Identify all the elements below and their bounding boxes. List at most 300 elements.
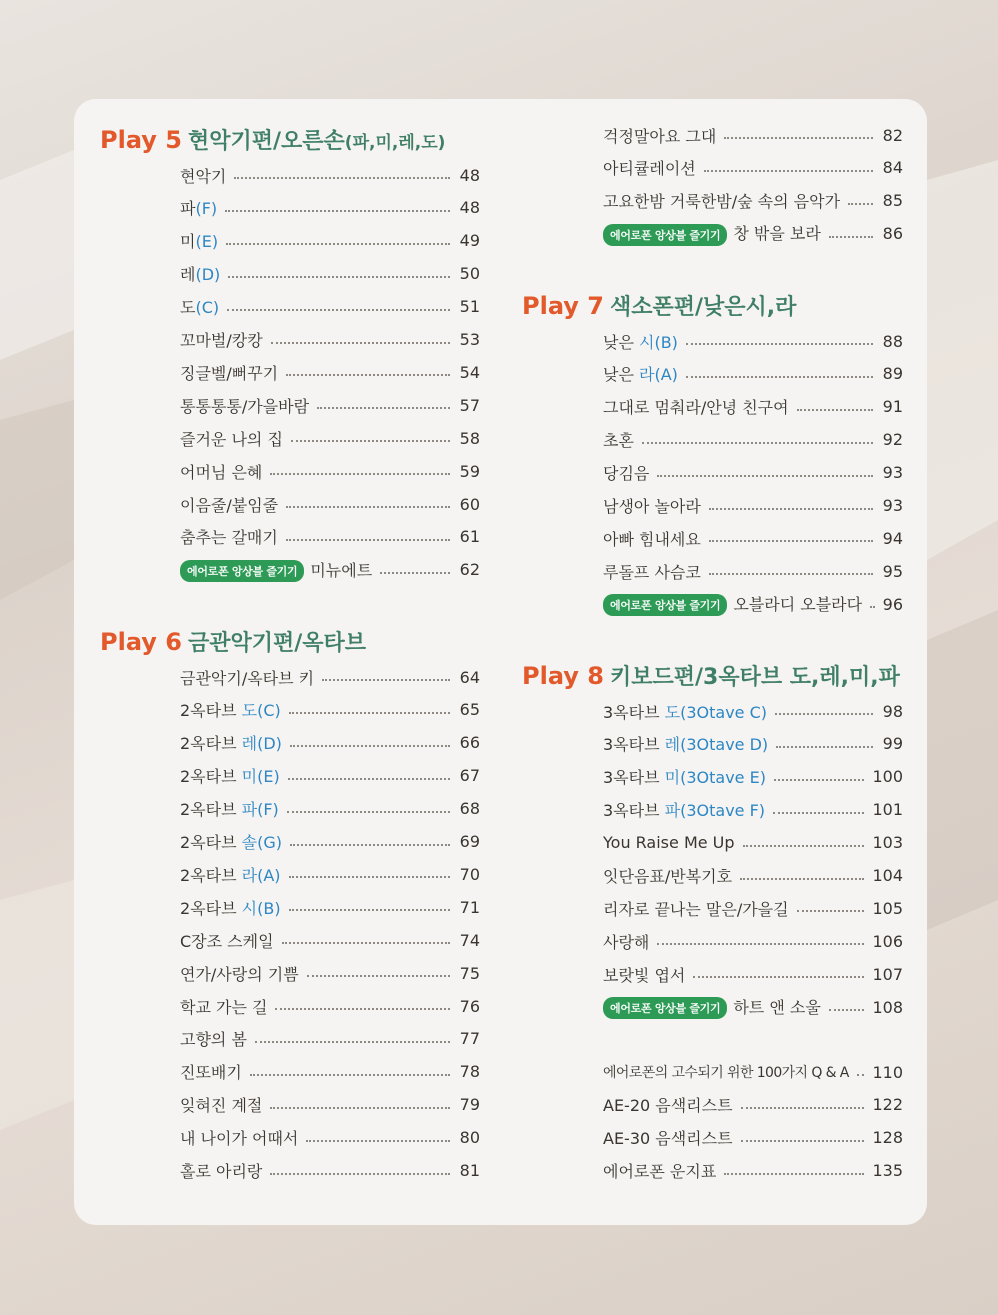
- entry-text: C장조 스케일: [180, 931, 274, 951]
- dot-leader: [686, 376, 873, 378]
- dot-leader: [743, 845, 865, 847]
- entry-text: 꼬마벌/캉캉: [180, 331, 263, 350]
- page-number: 94: [882, 528, 903, 548]
- entry-text: 3옥타브: [603, 702, 665, 722]
- page-number: 84: [882, 158, 903, 178]
- toc-entry[interactable]: [180, 262, 480, 286]
- entry-title: [180, 1027, 247, 1050]
- entry-title: [180, 995, 267, 1018]
- entry-note: (F): [195, 199, 218, 219]
- entry-text: 도: [180, 298, 196, 318]
- page-number: 82: [882, 125, 903, 145]
- dot-leader: [322, 679, 450, 681]
- entry-title: [180, 164, 226, 187]
- entry-text: 낮은: [603, 365, 639, 385]
- entry-title: [180, 1060, 242, 1083]
- entry-text: 보랏빛 엽서: [603, 965, 686, 985]
- page-number: 89: [882, 364, 903, 384]
- section-play-number: Play 5: [100, 126, 182, 154]
- dot-leader: [724, 1173, 864, 1175]
- page-number: 57: [459, 395, 480, 415]
- entry-title: [180, 830, 282, 853]
- toc-entry[interactable]: [603, 156, 903, 180]
- toc-entry[interactable]: [180, 558, 480, 582]
- dot-leader: [234, 177, 450, 179]
- toc-entry[interactable]: [603, 329, 903, 353]
- toc-entry[interactable]: [180, 698, 480, 722]
- entry-text: 사랑해: [603, 932, 650, 952]
- section-play-number: Play 8: [522, 662, 604, 690]
- toc-entry[interactable]: [603, 864, 903, 888]
- entry-title: [603, 494, 701, 517]
- entry-title: [603, 700, 767, 723]
- entry-note: 시(B): [639, 332, 678, 352]
- toc-entry[interactable]: [180, 665, 480, 689]
- entry-text: 남생아 놀아라: [603, 497, 701, 516]
- toc-entry[interactable]: [603, 995, 903, 1019]
- dot-leader: [282, 942, 450, 944]
- entry-text: 그대로 멈춰라/안녕 친구여: [603, 398, 789, 418]
- dot-leader: [693, 976, 864, 978]
- dot-leader: [848, 203, 873, 205]
- section-subtitle: (파,미,레,도): [344, 133, 446, 153]
- toc-panel: [74, 99, 927, 1225]
- toc-entry[interactable]: [180, 1126, 480, 1150]
- entry-text: 파: [180, 199, 196, 219]
- entry-note: (C): [195, 298, 220, 318]
- page-number: 135: [872, 1161, 903, 1181]
- entry-text: 고향의 봄: [180, 1030, 247, 1050]
- toc-entry[interactable]: [603, 123, 903, 147]
- dot-leader: [289, 712, 450, 714]
- dot-leader: [642, 442, 873, 444]
- dot-leader: [227, 309, 450, 311]
- entry-note: 솔(G): [241, 833, 282, 852]
- toc-entry[interactable]: [180, 764, 480, 788]
- entry-text: 아티큘레이션: [603, 159, 696, 179]
- dot-leader: [709, 540, 873, 542]
- entry-text: AE-20 음색리스트: [603, 1096, 733, 1116]
- toc-entry[interactable]: [603, 494, 903, 518]
- section-title: 색소폰편/낮은시,라: [609, 295, 797, 320]
- entry-title: [180, 394, 309, 417]
- entry-title: [603, 221, 821, 246]
- toc-entry[interactable]: [180, 1060, 480, 1084]
- entry-title: [603, 995, 821, 1020]
- dot-leader: [228, 276, 450, 278]
- entry-title: [603, 1159, 716, 1182]
- dot-leader: [724, 137, 873, 139]
- toc-entry[interactable]: [603, 1126, 903, 1150]
- toc-entry[interactable]: [180, 862, 480, 886]
- dot-leader: [271, 342, 450, 344]
- entry-note: 파(3Otave F): [664, 801, 766, 821]
- entry-title: [603, 963, 685, 986]
- entry-title: [180, 863, 281, 886]
- entry-note: 라(A): [241, 865, 281, 885]
- entry-text: 리자로 끝나는 말은/가을길: [603, 899, 789, 919]
- dot-leader: [740, 878, 864, 880]
- entry-text: 고요한밤 거룩한밤/숲 속의 음악가: [603, 192, 841, 212]
- dot-leader: [870, 606, 873, 608]
- entry-text: 통통통통/가을바람: [180, 396, 310, 416]
- toc-entry[interactable]: [603, 461, 903, 485]
- page-number: 106: [872, 931, 903, 951]
- toc-entry[interactable]: [603, 798, 903, 822]
- entry-title: [180, 262, 220, 285]
- entry-title: [603, 798, 765, 821]
- entry-title: [180, 666, 314, 689]
- toc-entry[interactable]: [180, 163, 480, 187]
- page-number: 78: [459, 1062, 480, 1082]
- page-number: 59: [459, 461, 480, 481]
- toc-entry[interactable]: [180, 360, 480, 384]
- entry-text: 홀로 아리랑: [180, 1162, 263, 1181]
- dot-leader: [380, 572, 450, 574]
- dot-leader: [290, 745, 450, 747]
- entry-text: 걱정말아요 그대: [603, 126, 717, 146]
- page-number: 93: [882, 496, 903, 515]
- entry-title: [180, 229, 218, 252]
- page-number: 65: [459, 700, 480, 720]
- page-number: 107: [872, 964, 903, 984]
- entry-title: [180, 196, 217, 219]
- section-heading: [522, 660, 900, 691]
- entry-title: [180, 731, 282, 754]
- page-number: 86: [882, 224, 903, 244]
- entry-text: 잇단음표/반복기호: [603, 867, 733, 886]
- page-number: 48: [459, 165, 480, 185]
- entry-title: [603, 362, 678, 385]
- page-number: 105: [872, 898, 903, 918]
- entry-text: 춤추는 갈매기: [180, 528, 278, 548]
- dot-leader: [291, 440, 450, 442]
- page-number: 100: [872, 767, 903, 787]
- entry-text: 초혼: [603, 431, 634, 451]
- page-number: 122: [872, 1095, 903, 1115]
- entry-text: 학교 가는 길: [180, 997, 268, 1017]
- entry-title: [180, 361, 278, 384]
- page-number: 110: [872, 1062, 903, 1082]
- entry-text: 2옥타브: [180, 898, 242, 918]
- toc-entry[interactable]: [180, 928, 480, 952]
- section-heading: [100, 626, 366, 657]
- page-number: 53: [459, 330, 480, 349]
- toc-entry[interactable]: [603, 526, 903, 550]
- entry-text: 낮은: [603, 332, 639, 352]
- page-number: 104: [872, 866, 903, 885]
- section-heading: [522, 290, 796, 321]
- dot-leader: [773, 812, 864, 814]
- dot-leader: [741, 1107, 865, 1109]
- entry-note: 도(3Otave C): [664, 702, 768, 722]
- entry-text: 내 나이가 어때서: [180, 1129, 299, 1149]
- toc-entry[interactable]: [180, 895, 480, 919]
- dot-leader: [288, 778, 450, 780]
- dot-leader: [270, 473, 450, 475]
- entry-text: 2옥타브: [180, 833, 242, 852]
- toc-entry[interactable]: [180, 731, 480, 755]
- entry-note: (D): [195, 265, 221, 285]
- entry-note: 레(D): [241, 734, 282, 754]
- dot-leader: [289, 876, 450, 878]
- page-number: 54: [459, 362, 480, 382]
- entry-title: [603, 156, 696, 179]
- entry-text: 3옥타브: [603, 735, 665, 755]
- toc-entry[interactable]: [180, 830, 480, 854]
- entry-note: 도(C): [241, 701, 281, 721]
- toc-entry[interactable]: [603, 765, 903, 789]
- toc-entry[interactable]: [180, 426, 480, 450]
- page-number: 81: [459, 1161, 480, 1180]
- entry-title: [180, 295, 219, 318]
- entry-text: 3옥타브: [603, 801, 665, 821]
- page-number: 93: [882, 463, 903, 483]
- page-number: 60: [459, 494, 480, 514]
- entry-text: 진또배기: [180, 1063, 242, 1083]
- page-number: 77: [459, 1029, 480, 1049]
- entry-title: [603, 395, 789, 418]
- section-title: 키보드편/3옥타브 도,레,미,파: [609, 665, 900, 690]
- entry-text: 에어로폰 운지표: [603, 1162, 717, 1182]
- entry-text: 3옥타브: [603, 768, 665, 788]
- entry-title: [180, 460, 262, 483]
- dot-leader: [317, 407, 450, 409]
- page-number: 61: [459, 527, 480, 547]
- entry-title: [603, 864, 732, 887]
- entry-text: 금관악기/옥타브 키: [180, 668, 315, 688]
- entry-text: 창 밖을 보라: [733, 224, 821, 244]
- section-play-number: Play 6: [100, 628, 182, 656]
- ensemble-badge: 에어로폰 앙상블 즐기기: [603, 997, 727, 1019]
- entry-title: [180, 328, 263, 351]
- page-number: 85: [882, 191, 903, 211]
- section-title: 금관악기편/옥타브: [187, 631, 367, 656]
- dot-leader: [657, 475, 873, 477]
- entry-title: [180, 698, 281, 721]
- page-number: 98: [882, 701, 903, 721]
- entry-title: [180, 797, 279, 820]
- page-number: 108: [872, 997, 903, 1017]
- entry-title: [603, 732, 768, 755]
- ensemble-badge: 에어로폰 앙상블 즐기기: [603, 224, 727, 246]
- entry-title: [603, 527, 701, 550]
- entry-text: 오블라디 오블라다: [733, 594, 863, 614]
- entry-text: 2옥타브: [180, 865, 242, 885]
- page-number: 128: [872, 1128, 903, 1148]
- entry-text: 잊혀진 계절: [180, 1096, 263, 1116]
- toc-entry[interactable]: [180, 328, 480, 352]
- dot-leader: [709, 508, 873, 510]
- entry-text: 하트 앤 소울: [733, 997, 821, 1017]
- page-number: 62: [459, 560, 480, 580]
- entry-text: 레: [180, 265, 196, 285]
- page-number: 99: [882, 734, 903, 754]
- entry-title: [180, 929, 274, 952]
- toc-entry[interactable]: [180, 1027, 480, 1051]
- page-number: 101: [872, 800, 903, 820]
- entry-title: [603, 560, 701, 583]
- entry-title: [603, 833, 735, 852]
- page-number: 76: [459, 996, 480, 1016]
- toc-entry[interactable]: [603, 592, 903, 616]
- toc-entry[interactable]: [180, 492, 480, 516]
- dot-leader: [289, 909, 450, 911]
- entry-title: [180, 427, 283, 450]
- entry-title: [603, 930, 649, 953]
- section-play-number: Play 7: [522, 292, 604, 320]
- dot-leader: [286, 539, 450, 541]
- ensemble-badge: 에어로폰 앙상블 즐기기: [180, 560, 304, 582]
- page-number: 49: [459, 231, 480, 251]
- page-number: 48: [459, 198, 480, 218]
- dot-leader: [775, 713, 873, 715]
- entry-title: [603, 897, 789, 920]
- dot-leader: [797, 910, 865, 912]
- page-number: 92: [882, 430, 903, 450]
- entry-title: [603, 1126, 733, 1149]
- page-number: 50: [459, 264, 480, 284]
- page-number: 88: [882, 331, 903, 351]
- entry-note: 파(F): [241, 800, 279, 820]
- dot-leader: [776, 746, 873, 748]
- dot-leader: [255, 1041, 450, 1043]
- entry-title: [180, 1126, 298, 1149]
- toc-entry[interactable]: [180, 1093, 480, 1117]
- toc-entry[interactable]: [603, 1159, 903, 1183]
- dot-leader: [286, 506, 450, 508]
- page-number: 64: [459, 667, 480, 687]
- entry-text: 이음줄/붙임줄: [180, 495, 279, 515]
- ensemble-badge: 에어로폰 앙상블 즐기기: [603, 594, 727, 616]
- entry-text: 루돌프 사슴코: [603, 562, 701, 582]
- toc-entry[interactable]: [603, 699, 903, 723]
- toc-entry[interactable]: [180, 393, 480, 417]
- page-number: 103: [872, 833, 903, 853]
- page-number: 71: [459, 897, 480, 917]
- dot-leader: [774, 779, 865, 781]
- page-number: 69: [459, 832, 480, 851]
- entry-note: 라(A): [639, 365, 678, 385]
- entry-text: 2옥타브: [180, 701, 242, 721]
- dot-leader: [306, 1140, 450, 1142]
- entry-text: 어머님 은혜: [180, 462, 263, 482]
- toc-entry[interactable]: [603, 222, 903, 246]
- entry-note: 시(B): [241, 898, 281, 918]
- toc-entry[interactable]: [180, 1159, 480, 1183]
- entry-title: [180, 764, 280, 787]
- entry-text: 2옥타브: [180, 734, 242, 754]
- section-title: 현악기편/오른손: [187, 129, 345, 154]
- entry-title: [603, 428, 634, 451]
- page-number: 66: [459, 733, 480, 753]
- entry-title: [603, 1093, 733, 1116]
- toc-entry[interactable]: [603, 559, 903, 583]
- toc-entry[interactable]: [180, 525, 480, 549]
- toc-entry[interactable]: [603, 896, 903, 920]
- toc-entry[interactable]: [180, 295, 480, 319]
- toc-entry[interactable]: [603, 1093, 903, 1117]
- entry-text: 징글벨/뻐꾸기: [180, 363, 279, 383]
- entry-title: [603, 1062, 849, 1082]
- entry-note: (E): [195, 232, 219, 252]
- toc-entry[interactable]: [603, 1060, 903, 1084]
- entry-title: [180, 962, 299, 985]
- page-number: 58: [459, 428, 480, 448]
- entry-title: [180, 1093, 262, 1116]
- toc-entry[interactable]: [603, 395, 903, 419]
- page-number: 80: [459, 1128, 480, 1148]
- dot-leader: [270, 1107, 450, 1109]
- entry-title: [603, 592, 862, 617]
- toc-entry[interactable]: [180, 229, 480, 253]
- entry-title: [180, 525, 278, 548]
- dot-leader: [797, 409, 873, 411]
- entry-text: 현악기: [180, 166, 227, 186]
- entry-note: 미(E): [241, 767, 280, 787]
- dot-leader: [226, 243, 450, 245]
- page-number: 74: [459, 930, 480, 950]
- dot-leader: [829, 1009, 865, 1011]
- dot-leader: [287, 811, 450, 813]
- dot-leader: [290, 844, 450, 846]
- page-number: 70: [459, 864, 480, 884]
- entry-text: 미: [180, 232, 196, 252]
- dot-leader: [741, 1140, 865, 1142]
- page-number: 75: [459, 963, 480, 983]
- entry-text: 2옥타브: [180, 800, 242, 820]
- page-number: 91: [882, 397, 903, 417]
- dot-leader: [657, 943, 864, 945]
- toc-entry[interactable]: [603, 189, 903, 213]
- toc-entry[interactable]: [180, 797, 480, 821]
- toc-entry[interactable]: [603, 428, 903, 452]
- toc-entry[interactable]: [603, 831, 903, 855]
- entry-text: 당김음: [603, 464, 650, 484]
- entry-text: 에어로폰의 고수되기 위한 100가지 Q & A: [603, 1065, 849, 1081]
- section-heading: [100, 124, 445, 155]
- dot-leader: [686, 343, 873, 345]
- entry-title: [603, 124, 716, 147]
- toc-entry[interactable]: [180, 994, 480, 1018]
- entry-title: [603, 461, 649, 484]
- entry-note: 미(3Otave E): [664, 768, 766, 788]
- toc-entry[interactable]: [603, 732, 903, 756]
- toc-entry[interactable]: [603, 929, 903, 953]
- entry-title: [180, 1159, 262, 1182]
- entry-text: 아빠 힘내세요: [603, 529, 701, 549]
- toc-entry[interactable]: [603, 962, 903, 986]
- dot-leader: [709, 573, 873, 575]
- entry-title: [603, 765, 766, 788]
- entry-note: 레(3Otave D): [664, 735, 769, 755]
- page-number: 67: [459, 766, 480, 786]
- entry-title: [603, 189, 840, 212]
- dot-leader: [829, 236, 873, 238]
- dot-leader: [270, 1173, 450, 1175]
- toc-entry[interactable]: [180, 961, 480, 985]
- entry-text: 즐거운 나의 집: [180, 429, 283, 449]
- dot-leader: [857, 1074, 865, 1076]
- page-number: 68: [459, 799, 480, 819]
- entry-title: [180, 493, 278, 516]
- toc-entry[interactable]: [603, 362, 903, 386]
- entry-title: [603, 330, 678, 353]
- dot-leader: [286, 374, 450, 376]
- toc-entry[interactable]: [180, 459, 480, 483]
- toc-entry[interactable]: [180, 196, 480, 220]
- dot-leader: [225, 210, 450, 212]
